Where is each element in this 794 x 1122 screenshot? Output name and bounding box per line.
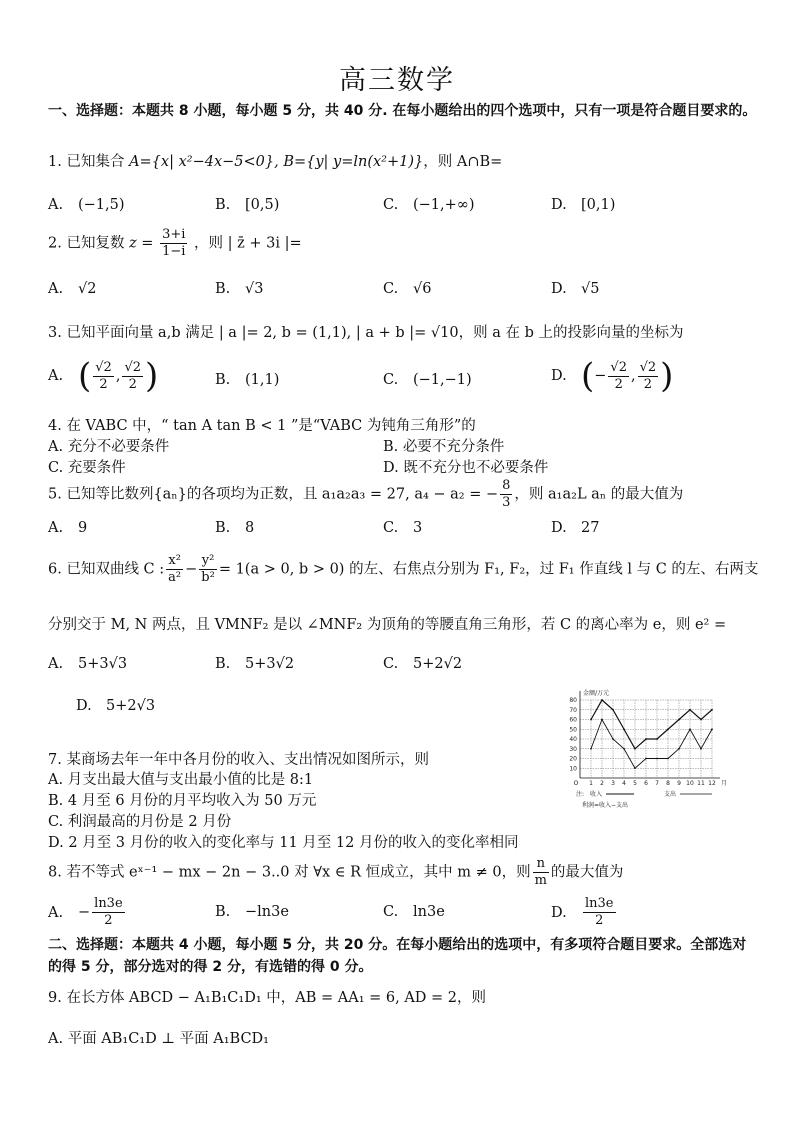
x-tick-label: 11 xyxy=(697,780,705,787)
y-tick-label: 30 xyxy=(569,745,577,753)
section-2-heading: 二、选择题：本题共 4 小题，每小题 5 分，共 20 分。在每小题给出的选项中，有多项符合题目要求。全部选对的得 5 分，部分选对的得 2 分，有选错的得 0 分。 xyxy=(48,937,747,975)
x-tick-label: 3 xyxy=(611,780,615,787)
data-point xyxy=(656,738,658,740)
data-point xyxy=(601,719,603,721)
y-tick-label: 40 xyxy=(569,736,577,743)
y-axis-label: 金额/万元 xyxy=(583,690,610,697)
x-tick-label: 9 xyxy=(677,780,681,787)
data-point xyxy=(711,709,713,711)
question-6-line-2: 分别交于 M, N 两点，且 VMNF₂ 是以 ∠MNF₂ 为顶角的等腰直角三角形，若 C 的离心率为 e，则 e² = xyxy=(48,617,727,633)
option-d: D. (− $\frac{√2}{2}$ , $\frac{√2}{2}$ ) xyxy=(551,356,674,396)
fraction: $\frac{3+i}{1-i}$ xyxy=(162,227,186,259)
option-a: A. ( $\frac{√2}{2}$ , $\frac{√2}{2}$ ) xyxy=(48,356,159,396)
question-4: 4. 在 VABC 中，“ tan A tan B < 1 ”是“VABC 为钝角三角形”的 xyxy=(48,418,476,434)
series-line-0 xyxy=(591,700,712,749)
data-point xyxy=(601,699,603,701)
question-2: 2. 已知复数 z = $\frac{3+i}{1-i}$ ，则 | z̄ + 3i |= xyxy=(48,227,302,259)
y-tick-label: 10 xyxy=(569,765,577,773)
data-point xyxy=(700,719,702,721)
x-tick-label: 5 xyxy=(633,780,637,787)
page-title: 高三数学 xyxy=(339,65,455,96)
legend-expense-label: 支出 xyxy=(664,791,677,798)
x-tick-label: 7 xyxy=(655,780,659,787)
y-tick-label: 60 xyxy=(569,716,577,724)
legend-note: 注: xyxy=(576,791,585,798)
question-1: 1. 已知集合 A={x| x²−4x−5<0}, B={y| y=ln(x²+1)}，则 A∩B= xyxy=(48,154,503,170)
x-tick-label: 10 xyxy=(686,780,694,787)
data-point xyxy=(590,719,592,721)
y-tick-label: 20 xyxy=(569,755,577,763)
option-c: C. (−1,−1) xyxy=(383,372,472,388)
question-6: 6. 已知双曲线 C : $\frac{\text{x²}}{\text{a²}}$ − $\frac{\text{y²}}{\text{b²}}$ = 1(a > 0, b > 0) 的左、右焦点分别为 F₁, F₂，过 F₁ 作直线 l 与 C 的左、右两支 xyxy=(48,553,759,585)
question-3: 3. 已知平面向量 a,b 满足 | a |= 2, b = (1,1), | a + b |= √10，则 a 在 b 上的投影向量的坐标为 xyxy=(48,325,684,341)
x-axis-label: 月 xyxy=(720,780,728,787)
y-tick-label: 80 xyxy=(569,697,577,704)
y-tick-label: 50 xyxy=(569,726,577,734)
data-point xyxy=(678,719,680,721)
data-point xyxy=(612,709,614,711)
data-point xyxy=(645,738,647,740)
y-tick-label: 70 xyxy=(569,706,577,714)
data-point xyxy=(623,728,625,730)
x-tick-label: 12 xyxy=(708,780,716,787)
data-point xyxy=(689,728,691,730)
section-1-heading: 一、选择题：本题共 8 小题，每小题 5 分，共 40 分. 在每小题给出的四个选项中，只有一项是符合题目要求的。 xyxy=(48,103,757,119)
question-9: 9. 在长方体 ABCD − A₁B₁C₁D₁ 中，AB = AA₁ = 6, AD = 2，则 xyxy=(48,990,487,1006)
data-point xyxy=(667,728,669,730)
question-5: 5. 已知等比数列{aₙ}的各项均为正数，且 a₁a₂a₃ = 27, a₄ − a₂ = − $\frac{8}{3}$ ，则 a₁a₂L aₙ 的最大值为 xyxy=(48,478,684,510)
data-point xyxy=(689,709,691,711)
data-point xyxy=(711,728,713,730)
question-9-option-a: A. 平面 AB₁C₁D ⊥ 平面 A₁BCD₁ xyxy=(48,1031,269,1047)
data-point xyxy=(612,738,614,740)
exam-page: 高三数学 一、选择题：本题共 8 小题，每小题 5 分，共 40 分. 在每小题给出的四个选项中，只有一项是符合题目要求的。 1. 已知集合 A={x| x²−4x−5<0}, B={y| y=ln(x²+1)}，则 A∩B= A. (−1,5) B. [0,5) C. (−1,+∞) D. [0,1) 2. 已知复数 z = $\frac{3+i}{1-i}$ ，则 | z̄ + 3i |= A. √2 B. √3 C. √6 D. √5 3. 已知平面向量 a,b 满足 | a |= 2, b = (1,1), | a + b |= √10，则 a 在 b 上的投影向量的坐标为 A. ( $\frac{√2}{2}$ , $\frac{√2}{2}$ ) B. (1,1) C. (−1,−1) D. (− $\frac{√2}{2}$ , $\frac{√2}{2}$ ) 4. 在 VABC 中，“ tan A tan B < 1 ”是“VABC 为钝角三角形”的 A. 充分不必要条件 B. 必要不充分条件 C. 充要条件 D. 既不充分也不必要条件 5. 已知等比数列{aₙ}的各项均为正数，且 a₁a₂a₃ = 27, a₄ − a₂ = − $\frac{8}{3}$ ，则 a₁a₂L aₙ 的最大值为 A. 9 B. 8 C. 3 D. 27 6. 已知双曲线 C : $\frac{\text{x²}}{\text{a²}}$ − $\frac{\text{y²}}{\text{b²}}$ = 1(a > 0, b > 0) 的左、右焦点分别为 F₁, F₂，过 F₁ 作直线 l 与 C 的左、右两支 分别交于 M, N 两点，且 VMNF₂ 是以 ∠MNF₂ 为顶角的等腰直角三角形，若 C 的离心率为 e，则 e² = A. 5+3√3 B. 5+3√2 C. 5+2√2 D. 5+2√3 10 20 30 40 50 60 70 80 1 2 3 4 5 6 7 8 9 10 11 12 O 月 金额/万元 注: 收入 支出 利润=收入−支出 7. 某商场去年一年中各月份的收入、支出情况如图所示，则 A. 月支出最大值与支出最小值的比是 8:1 B. 4 月至 6 月份的月平均收入为 50 万元 C. 利润最高的月份是 2 月份 D. 2 月至 3 月份的收入的变化率与 11 月至 12 月份的收入的变化率相同 8. 若不等式 eˣ⁻¹ − mx − 2n − 3..0 对 ∀x ∈ R 恒成立，其中 m ≠ 0，则 $\frac{n}{m}$ 的最大值为 A. − $\frac{\ln 3e}{2}$ B. −ln3e C. ln3e D. $\frac{\ln 3e}{2}$ 二、选择题：本题共 4 小题，每小题 5 分，共 20 分。在每小题给出的选项中，有多项符合题目要求。全部选对的得 5 分，部分选对的得 2 分，有选错的得 0 分。 9. 在长方体 ABCD − A₁B₁C₁D₁ 中，AB = AA₁ = 6, AD = 2，则 A. 平面 AB₁C₁D ⊥ 平面 A₁BCD₁ xyxy=(0,0,794,1122)
x-tick-label: 4 xyxy=(622,780,626,787)
origin-label: O xyxy=(573,780,579,787)
x-tick-label: 2 xyxy=(600,780,604,787)
question-7: 7. 某商场去年一年中各月份的收入、支出情况如图所示，则 xyxy=(48,752,429,768)
option-b: B. (1,1) xyxy=(215,372,280,388)
x-tick-label: 6 xyxy=(644,780,648,787)
x-tick-label: 1 xyxy=(589,780,593,787)
legend-income-label: 收入 xyxy=(590,791,603,798)
question-8: 8. 若不等式 eˣ⁻¹ − mx − 2n − 3..0 对 ∀x ∈ R 恒成立，其中 m ≠ 0，则 $\frac{n}{m}$ 的最大值为 xyxy=(48,856,624,888)
x-tick-label: 8 xyxy=(666,780,670,787)
legend-profit-note: 利润=收入−支出 xyxy=(582,802,629,809)
